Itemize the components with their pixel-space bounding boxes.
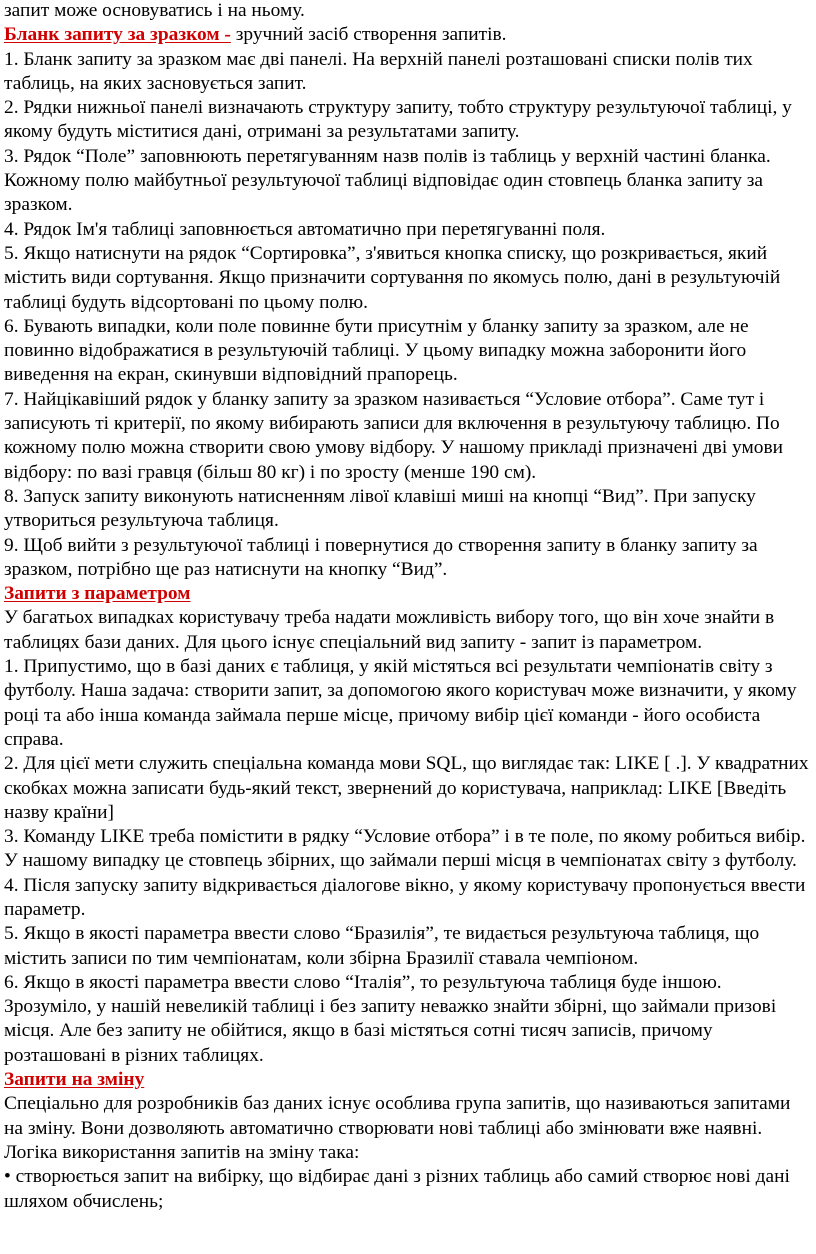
list-item: 5. Якщо натиснути на рядок “Сортировка”, з'явиться кнопка списку, що розкривається, який містить види сортування. Якщо призначити сортування по якомусь полю, дані в результуючій таблиці будуть відсортовані по цьому полю. xyxy=(4,242,781,313)
list-item: 2. Рядки нижньої панелі визначають структуру запиту, тобто структуру результуючої таблиці, у якому будуть міститися дані, отримані за результатами запиту. xyxy=(4,97,792,143)
section-heading-rest: зручний засіб створення запитів. xyxy=(230,24,507,46)
list-item: 4. Після запуску запиту відкривається діалогове вікно, у якому користувачу пропонується ввести параметр. xyxy=(4,874,806,920)
list-item: 6. Якщо в якості параметра ввести слово “Італія”, то результуюча таблиця буде іншою. Зрозуміло, у нашій невеликій таблиці і без запиту неважко знайти збірні, що займали призові місця. Але без запиту не обійтися, якщо в базі містяться сотні тисяч записів, причому розташовані в різних таблицях. xyxy=(4,971,777,1066)
list-item: 9. Щоб вийти з результуючої таблиці і повернутися до створення запиту в бланку запиту за зразком, потрібно ще раз натиснути на кнопку “Вид”. xyxy=(4,534,758,580)
section-heading-change-queries xyxy=(4,1068,812,1092)
list-item: 6. Бувають випадки, коли поле повинне бути присутнім у бланку запиту за зразком, але не повинно відображатися в результуючій таблиці. У цьому випадку можна заборонити його виведення на екран, скинувши відповідний прапорець. xyxy=(4,315,749,386)
list-item: 1. Бланк запиту за зразком має дві панелі. На верхній панелі розташовані списки полів тих таблиць, на яких засновується запит. xyxy=(4,48,753,94)
list-item: 5. Якщо в якості параметра ввести слово “Бразилія”, те видається результуюча таблиця, що містить записи по тим чемпіонатам, коли збірна Бразилії ставала чемпіоном. xyxy=(4,923,760,969)
section-paragraph: У багатьох випадках користувачу треба надати можливість вибору того, що він хоче знайти в таблицях бази даних. Для цього існує спеціальний вид запиту - запит із параметром. xyxy=(4,607,775,653)
list-item: 1. Припустимо, що в базі даних є таблиця, у якій містяться всі результати чемпіонатів світу з футболу. Наша задача: створити запит, за допомогою якого користувач може визначити, у якому році та або інша команда займала перше місце, причому вибір цієї команди - його особиста справа. xyxy=(4,656,797,750)
list-item: 7. Найцікавіший рядок у бланку запиту за зразком називається “Условие отбора”. Саме тут і записують ті критерії, по якому вибирають записи для включення в результуючу таблицю. По кожному полю можна створити свою умову відбору. У нашому прикладі призначені дві умови відбору: по вазі гравця (більш 80 кг) і по зросту (менше 190 см). xyxy=(4,388,783,483)
list-item: 8. Запуск запиту виконують натисненням лівої клавіші миші на кнопці “Вид”. При запуску утвориться результуюча таблиця. xyxy=(4,485,756,532)
intro-line: запит може основуватись і на ньому. xyxy=(4,0,305,21)
section-heading-query-by-example: Бланк запиту за зразком - xyxy=(4,24,231,46)
list-item: 4. Рядок Ім'я таблиці заповнюється автоматично при перетягуванні поля. xyxy=(4,218,606,240)
section-paragraph: Спеціально для розробників баз даних існує особлива група запитів, що називаються запитами на зміну. Вони дозволяють автоматично створювати нові таблиці або змінювати вже наявні. Логіка використання запитів на зміну така: xyxy=(4,1093,791,1163)
list-item: 2. Для цієї мети служить спеціальна команда мови SQL, що виглядає так: LIKE [ .]. У квадратних скобках можна записати будь-який текст, звернений до користувача, наприклад: LIKE [Введіть назву країни] xyxy=(4,753,809,823)
list-item: 3. Команду LIKE треба помістити в рядку “Условие отбора” і в те поле, по якому робиться вибір. У нашому випадку це стовпець збірних, що займали перші місця в чемпіонатах світу з футболу. xyxy=(4,826,806,872)
section-heading-parameter-queries xyxy=(4,582,812,606)
section-heading-change-queries-text: Запити на зміну xyxy=(4,1069,145,1091)
section-heading-parameter-queries-text: Запити з параметром xyxy=(4,583,191,605)
bullet-item: • створюється запит на вибірку, що відбирає дані з різних таблиць або самий створює нові дані шляхом обчислень; xyxy=(4,1166,790,1212)
section-query-by-example-intro xyxy=(4,23,812,47)
list-item: 3. Рядок “Поле” заповнюють перетягуванням назв полів із таблиць у верхній частині бланка. Кожному полю майбутньої результуючої таблиці відповідає один стовпець бланка запиту за зразком. xyxy=(4,145,771,216)
